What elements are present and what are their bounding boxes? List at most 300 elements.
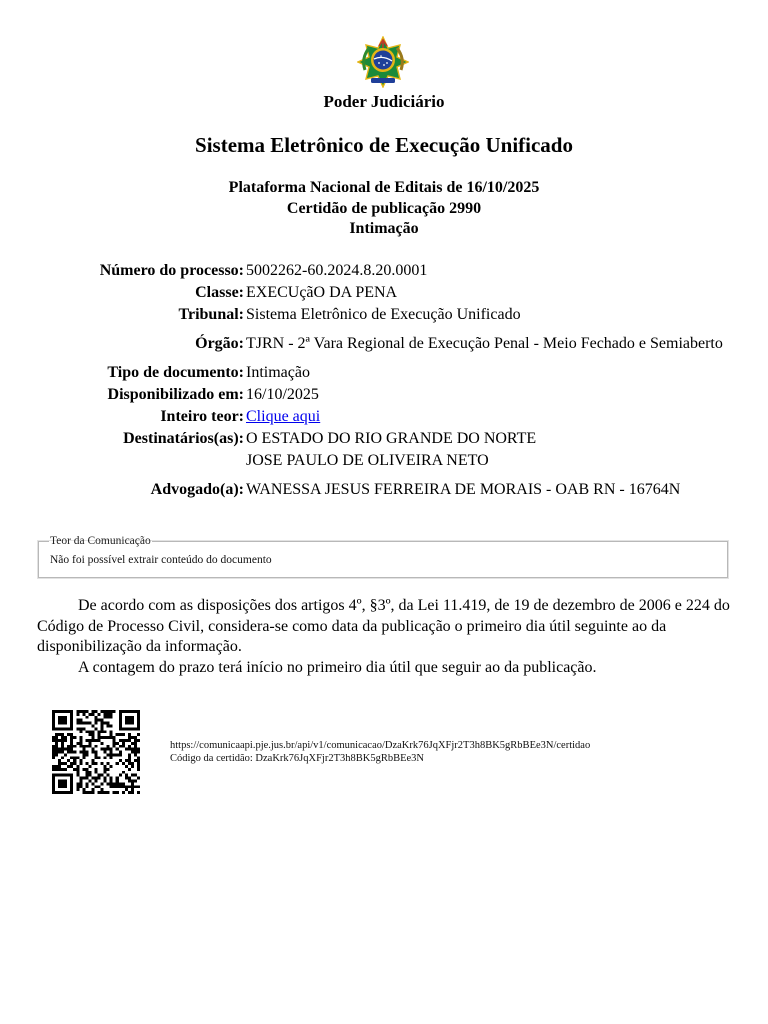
qr-module [101,762,104,765]
qr-module [55,742,58,745]
qr-module [119,727,122,730]
qr-module [85,771,88,774]
qr-module [98,736,101,739]
qr-module [94,768,97,771]
qr-module [61,716,64,719]
qr-module [131,748,134,751]
qr-module [98,733,101,736]
qr-module [88,765,91,768]
qr-module [79,730,82,733]
qr-module [94,756,97,759]
qr-module [67,733,70,736]
qr-module [64,768,67,771]
qr-module [107,724,110,727]
qr-module [107,745,110,748]
qr-module [94,762,97,765]
qr-module [113,745,116,748]
qr-module [122,785,125,788]
qr-module [73,756,76,759]
qr-module [104,713,107,716]
qr-module [70,748,73,751]
qr-module [70,751,73,754]
qr-module [61,739,64,742]
qr-module [110,785,113,788]
field-label: Inteiro teor: [160,408,244,425]
qr-module [125,774,128,777]
qr-module [52,748,55,751]
qr-module [128,739,131,742]
qr-module [76,788,79,791]
qr-module [52,739,55,742]
qr-module [70,756,73,759]
qr-module [88,722,91,725]
qr-module [110,736,113,739]
qr-module [122,733,125,736]
qr-module [122,762,125,765]
qr-module [79,777,82,780]
qr-module [131,742,134,745]
qr-module [131,782,134,785]
qr-module [52,722,55,725]
qr-module [131,765,134,768]
qr-module [131,780,134,783]
qr-module [61,785,64,788]
field-label: Advogado(a): [150,481,244,498]
qr-module [94,739,97,742]
qr-module [55,710,58,713]
qr-module [125,788,128,791]
qr-module [61,748,64,751]
qr-module [122,791,125,794]
qr-module [98,719,101,722]
qr-module [119,753,122,756]
qr-module [122,771,125,774]
qr-code-icon [42,700,150,804]
qr-module [131,727,134,730]
qr-module [104,771,107,774]
qr-module [70,780,73,783]
qr-module [64,791,67,794]
qr-module [64,782,67,785]
qr-module [85,782,88,785]
qr-module [82,745,85,748]
qr-module [55,768,58,771]
qr-module [52,782,55,785]
qr-module [61,733,64,736]
qr-module [119,733,122,736]
qr-module [52,765,55,768]
qr-module [113,742,116,745]
qr-module [55,745,58,748]
qr-module [88,733,91,736]
qr-module [61,768,64,771]
qr-module [52,791,55,794]
qr-module [88,745,91,748]
qr-module [55,733,58,736]
qr-module [88,774,91,777]
qr-module [79,745,82,748]
qr-module [88,791,91,794]
qr-module [85,739,88,742]
qr-module [64,774,67,777]
qr-module [125,716,128,719]
qr-module [104,722,107,725]
qr-module [116,753,119,756]
qr-module [128,716,131,719]
qr-module [116,791,119,794]
qr-module [91,791,94,794]
qr-module [101,748,104,751]
qr-module [85,710,88,713]
qr-module [122,745,125,748]
qr-module [70,765,73,768]
qr-module [122,710,125,713]
qr-module [61,710,64,713]
qr-module [131,774,134,777]
qr-module [125,759,128,762]
qr-module [88,739,91,742]
qr-module [137,713,140,716]
qr-module [64,762,67,765]
field-label: Tribunal: [178,306,244,323]
qr-module [134,753,137,756]
qr-module [119,713,122,716]
qr-module [128,733,131,736]
qr-module [79,719,82,722]
qr-module [107,713,110,716]
qr-module [76,771,79,774]
qr-module [73,768,76,771]
qr-module [101,730,104,733]
qr-module [70,788,73,791]
qr-module [98,777,101,780]
qr-module [76,785,79,788]
qr-module [58,748,61,751]
qr-module [52,788,55,791]
qr-module [58,733,61,736]
qr-module [101,719,104,722]
qr-module [104,710,107,713]
qr-module [104,777,107,780]
field-label: Disponibilizado em: [107,386,244,403]
qr-module [110,756,113,759]
qr-module [104,768,107,771]
qr-module [91,739,94,742]
qr-module [82,710,85,713]
qr-module [128,745,131,748]
qr-module [70,742,73,745]
qr-module [107,736,110,739]
qr-module [70,739,73,742]
qr-module [113,739,116,742]
qr-module [98,774,101,777]
qr-module [137,785,140,788]
qr-module [70,745,73,748]
qr-module [125,727,128,730]
qr-module [55,791,58,794]
qr-module [61,751,64,754]
qr-module [55,736,58,739]
qr-module [137,759,140,762]
qr-module [52,756,55,759]
platform-block [0,178,768,240]
qr-module [134,780,137,783]
qr-module [61,791,64,794]
qr-module [110,780,113,783]
qr-module [67,745,70,748]
qr-module [119,710,122,713]
qr-module [55,748,58,751]
qr-module [137,722,140,725]
qr-module [122,739,125,742]
qr-module [128,762,131,765]
qr-module [137,751,140,754]
qr-module [128,736,131,739]
system-title: Sistema Eletrônico de Execução Unificado [195,133,573,157]
qr-module [85,716,88,719]
qr-module [61,727,64,730]
qr-module [125,722,128,725]
full-text-link[interactable]: Clique aqui [246,408,321,425]
qr-module [82,751,85,754]
qr-module [61,782,64,785]
platform-title: Plataforma Nacional de Editais de 16/10/2025 [228,179,540,196]
legal-paragraph-1: De acordo com as disposições dos artigos 4º, §3º, da Lei 11.419, de 19 de dezembro de 2006 e 224 do Código de Processo Civil, considera-se como data da publicação o primeiro dia útil seguinte ao da disponibilização da informação. [37,597,730,655]
qr-module [119,751,122,754]
qr-module [61,745,64,748]
qr-module [101,724,104,727]
qr-module [128,759,131,762]
qr-module [104,730,107,733]
qr-module [137,733,140,736]
qr-module [98,730,101,733]
qr-module [91,748,94,751]
qr-module [55,727,58,730]
qr-module [58,739,61,742]
qr-module [64,748,67,751]
qr-module [94,716,97,719]
qr-module [137,777,140,780]
qr-module [85,753,88,756]
qr-module [116,742,119,745]
qr-module [70,722,73,725]
qr-module [116,748,119,751]
qr-module [119,724,122,727]
qr-module [76,727,79,730]
qr-module [125,719,128,722]
qr-module [94,719,97,722]
qr-module [85,730,88,733]
qr-module [91,730,94,733]
qr-module [131,716,134,719]
qr-module [52,713,55,716]
qr-module [119,785,122,788]
qr-module [58,785,61,788]
qr-module [82,722,85,725]
qr-module [134,751,137,754]
qr-module [58,716,61,719]
qr-module [79,736,82,739]
qr-module [76,713,79,716]
qr-module [85,791,88,794]
qr-module [91,733,94,736]
qr-module [58,791,61,794]
qr-module [64,710,67,713]
qr-module [61,719,64,722]
qr-module [131,788,134,791]
qr-module [88,771,91,774]
qr-module [91,713,94,716]
qr-module [113,710,116,713]
qr-module [52,745,55,748]
qr-module [128,710,131,713]
qr-module [101,791,104,794]
qr-module [116,733,119,736]
qr-module [131,736,134,739]
recipient-2: JOSE PAULO DE OLIVEIRA NETO [246,452,489,469]
qr-module [113,791,116,794]
qr-module [85,774,88,777]
qr-module [101,742,104,745]
qr-module [58,719,61,722]
certificate-code: Código da certidão: DzaKrk76JqXFjr2T3h8BK5gRbBEe3N [170,753,425,764]
qr-module [79,782,82,785]
qr-module [98,713,101,716]
qr-module [91,736,94,739]
qr-module [82,788,85,791]
qr-module [52,716,55,719]
qr-module [79,762,82,765]
certificate-url: https://comunicaapi.pje.jus.br/api/v1/comunicacao/DzaKrk76JqXFjr2T3h8BK5gRbBEe3N/certidao [170,740,591,751]
qr-module [131,785,134,788]
qr-module [61,756,64,759]
qr-module [107,710,110,713]
qr-module [116,780,119,783]
qr-module [73,736,76,739]
qr-module [55,751,58,754]
qr-module [125,777,128,780]
qr-module [128,777,131,780]
qr-module [70,736,73,739]
qr-module [119,719,122,722]
organ-value: TJRN - 2ª Vara Regional de Execução Penal - Meio Fechado e Semiaberto [246,335,723,352]
qr-module [110,716,113,719]
process-details [40,260,730,508]
qr-module [101,782,104,785]
qr-module [52,774,55,777]
qr-module [70,777,73,780]
qr-module [55,765,58,768]
qr-module [88,780,91,783]
qr-module [113,753,116,756]
qr-module [131,722,134,725]
qr-module [134,748,137,751]
qr-module [52,768,55,771]
qr-module [101,774,104,777]
qr-module [82,756,85,759]
qr-module [104,791,107,794]
qr-module [119,759,122,762]
qr-module [88,713,91,716]
qr-module [70,733,73,736]
qr-module [61,722,64,725]
availability-date: 16/10/2025 [246,386,319,403]
qr-module [82,791,85,794]
qr-module [94,753,97,756]
qr-module [131,719,134,722]
qr-module [85,785,88,788]
qr-module [137,716,140,719]
qr-module [70,710,73,713]
qr-module [137,762,140,765]
qr-module [134,727,137,730]
qr-module [85,777,88,780]
qr-module [104,748,107,751]
qr-module [64,753,67,756]
qr-module [128,756,131,759]
qr-module [119,716,122,719]
qr-module [70,719,73,722]
qr-module [94,722,97,725]
qr-module [104,716,107,719]
qr-module [61,780,64,783]
qr-module [122,727,125,730]
qr-module [82,777,85,780]
qr-module [134,759,137,762]
qr-module [128,780,131,783]
qr-module [70,716,73,719]
qr-module [76,742,79,745]
qr-module [94,745,97,748]
qr-module [91,788,94,791]
qr-module [58,765,61,768]
qr-module [55,739,58,742]
qr-module [128,748,131,751]
qr-module [70,782,73,785]
qr-module [52,710,55,713]
qr-module [128,768,131,771]
qr-module [91,751,94,754]
qr-module [104,765,107,768]
legal-paragraph-2: A contagem do prazo terá início no primeiro dia útil que seguir ao da publicação. [78,658,597,676]
qr-module [64,722,67,725]
qr-module [82,727,85,730]
qr-module [70,791,73,794]
qr-module [85,722,88,725]
qr-module [61,736,64,739]
field-label: Número do processo: [99,262,244,279]
qr-module [110,765,113,768]
qr-module [119,722,122,725]
certificate-number: Certidão de publicação 2990 [286,199,482,217]
qr-module [64,716,67,719]
qr-module [113,736,116,739]
qr-module [52,736,55,739]
qr-module [107,722,110,725]
qr-module [85,768,88,771]
qr-module [76,768,79,771]
qr-module [101,722,104,725]
process-number: 5002262-60.2024.8.20.0001 [246,262,428,279]
qr-module [76,719,79,722]
qr-module [110,713,113,716]
qr-module [137,724,140,727]
certificate-info [170,739,590,765]
qr-module [128,785,131,788]
communication-content-text: Não foi possível extrair conteúdo do documento [50,554,272,566]
qr-module [79,742,82,745]
qr-module [91,777,94,780]
